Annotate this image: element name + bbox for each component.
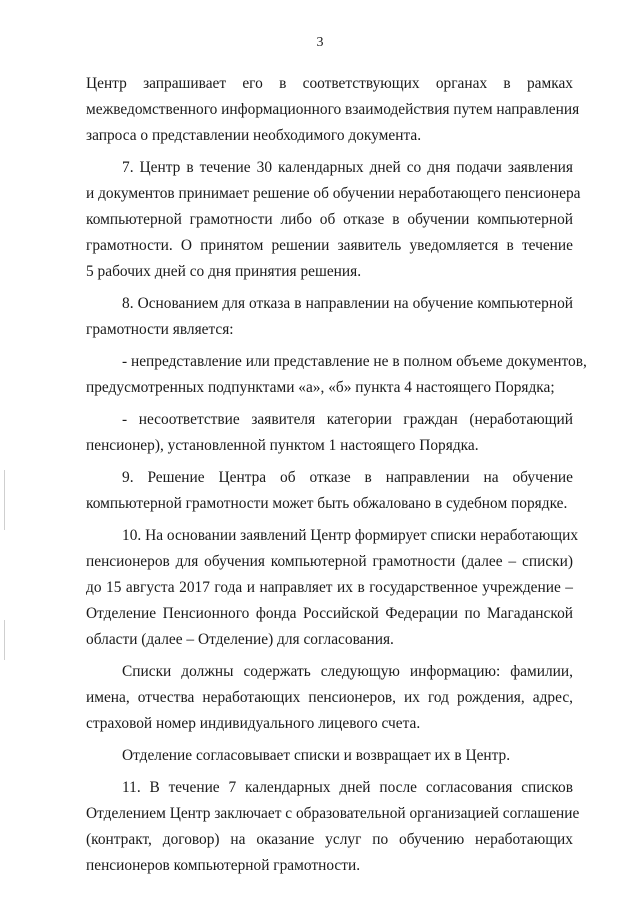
text-line: Центр запрашивает его в соответствующих органах в рамках <box>86 75 573 92</box>
text-line: 10. На основании заявлений Центр формирует списки неработающих <box>122 527 579 544</box>
text-line: Отделение согласовывает списки и возвращает их в Центр. <box>122 747 511 764</box>
scan-edge-mark <box>4 470 5 530</box>
text-line: межведомственного информационного взаимодействия путем направления <box>86 101 580 118</box>
paragraph-p8 <box>86 291 573 343</box>
text-line: грамотности является: <box>86 321 234 338</box>
paragraph-p0 <box>86 71 580 149</box>
text-line: 7. Центр в течение 30 календарных дней со дня подачи заявления <box>122 159 573 176</box>
text-line: компьютерной грамотности может быть обжаловано в судебном порядке. <box>86 495 568 512</box>
document-body <box>86 71 587 879</box>
text-line: и документов принимает решение об обучении неработающего пенсионера <box>86 185 581 202</box>
paragraph-p8a <box>86 349 587 401</box>
text-line: области (далее – Отделение) для согласования. <box>86 631 394 648</box>
paragraph-p7 <box>86 155 581 285</box>
text-line: страховой номер индивидуального лицевого счета. <box>86 715 421 732</box>
text-line: 8. Основанием для отказа в направлении на обучение компьютерной <box>122 295 573 312</box>
text-line: 5 рабочих дней со дня принятия решения. <box>86 263 362 280</box>
text-line: предусмотренных подпунктами «а», «б» пункта 4 настоящего Порядка; <box>86 379 555 396</box>
text-line: имена, отчества неработающих пенсионеров, их год рождения, адрес, <box>86 689 573 706</box>
text-line: - непредставление или представление не в полном объеме документов, <box>122 353 587 370</box>
text-line: компьютерной грамотности либо об отказе в обучении компьютерной <box>86 211 573 228</box>
text-line: грамотности. О принятом решении заявитель уведомляется в течение <box>86 237 573 254</box>
text-line: до 15 августа 2017 года и направляет их в государственное учреждение – <box>86 579 573 596</box>
text-line: Списки должны содержать следующую информацию: фамилии, <box>122 663 573 680</box>
text-line: запроса о представлении необходимого документа. <box>86 127 422 144</box>
text-line: (контракт, договор) на оказание услуг по обучению неработающих <box>86 831 573 848</box>
text-line: пенсионер), установленной пунктом 1 настоящего Порядка. <box>86 437 479 454</box>
scan-edge-mark <box>4 620 5 660</box>
text-line: пенсионеров компьютерной грамотности. <box>86 857 361 874</box>
text-line: 11. В течение 7 календарных дней после согласования списков <box>122 779 573 796</box>
page-number: 3 <box>316 35 324 50</box>
paragraph-p10 <box>86 523 579 653</box>
paragraph-p9 <box>86 465 573 517</box>
text-line: 9. Решение Центра об отказе в направлении на обучение <box>122 469 573 486</box>
text-line: Отделение Пенсионного фонда Российской Федерации по Магаданской <box>86 605 573 622</box>
paragraph-p10b <box>86 659 573 737</box>
text-line: пенсионеров для обучения компьютерной грамотности (далее – списки) <box>86 553 573 570</box>
paragraph-p8b <box>86 407 573 459</box>
paragraph-p11 <box>86 775 580 879</box>
text-line: Отделением Центр заключает с образовательной организацией соглашение <box>86 805 580 822</box>
paragraph-p10c <box>86 743 573 769</box>
text-line: - несоответствие заявителя категории граждан (неработающий <box>122 411 573 428</box>
